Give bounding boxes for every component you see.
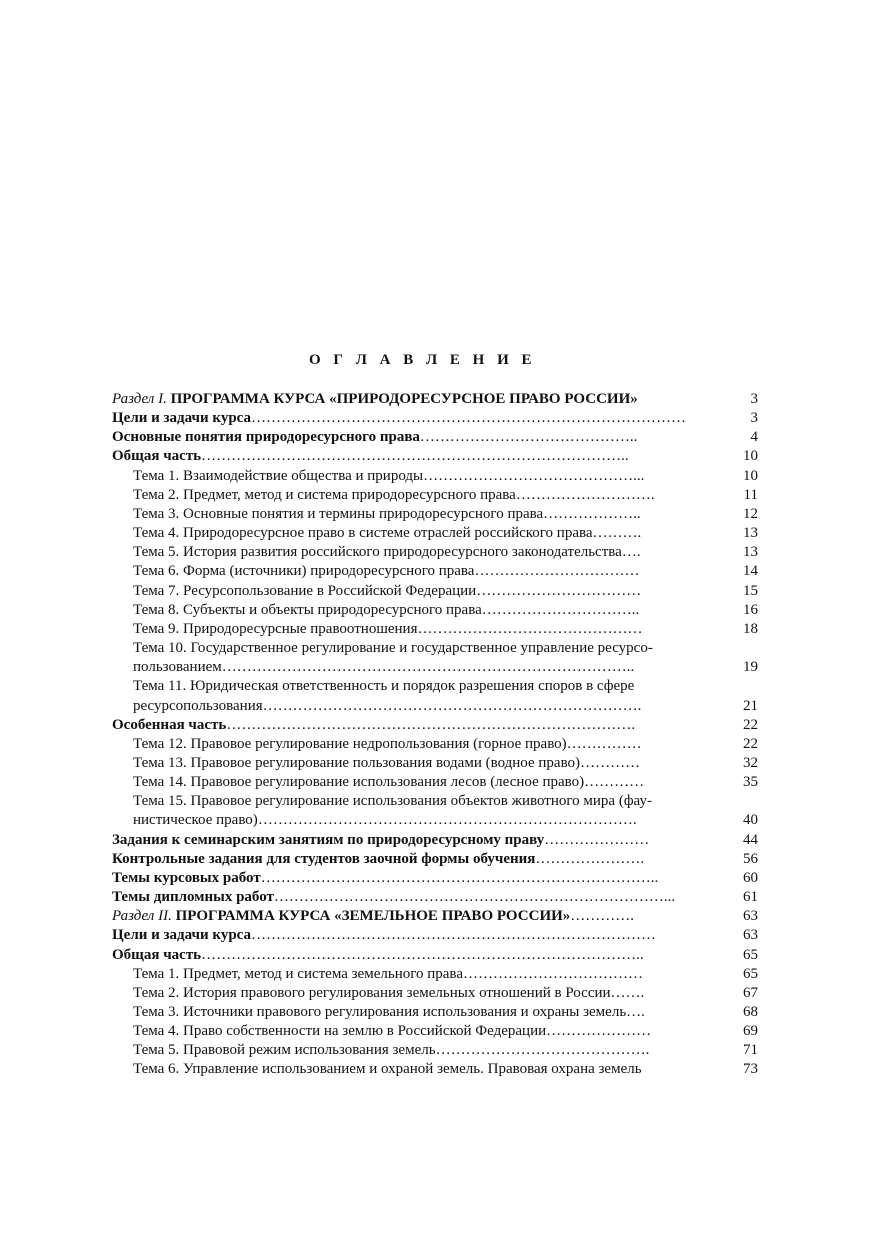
toc-entry[interactable]: [112, 831, 762, 850]
page-number: 10: [743, 448, 758, 465]
entry-text: [133, 1041, 720, 1060]
page-number: 40: [743, 812, 758, 829]
toc-entry[interactable]: [112, 754, 762, 773]
leader-dots: …………………………………………………………………………..: [201, 448, 629, 465]
entry-text: [133, 601, 720, 620]
entry-title: Общая часть: [112, 448, 202, 465]
entry-title: Тема 5. История развития российского природоресурсного законодательства: [133, 544, 622, 561]
toc-entry[interactable]: [112, 562, 762, 581]
entry-text: [133, 543, 720, 562]
page-number: 13: [743, 544, 758, 561]
entry-title: Тема 1. Предмет, метод и система земельного права: [133, 965, 463, 982]
entry-text: [112, 907, 720, 926]
entry-title: Тема 4. Природоресурсное право в системе отраслей российского права: [133, 525, 593, 542]
entry-title: Тема 6. Управление использованием и охраной земель. Правовая охрана земель: [133, 1061, 642, 1078]
entry-text: [112, 869, 720, 888]
leader-dots: ……………………………………………………………………...: [273, 889, 676, 906]
toc-entry[interactable]: [112, 486, 762, 505]
entry-title: Цели и задачи курса: [112, 410, 252, 427]
leader-dots: ……….: [592, 525, 642, 542]
page-number: 4: [750, 429, 758, 446]
leader-dots: ………………………………………………………………….: [262, 697, 642, 714]
toc-entry[interactable]: [112, 428, 762, 447]
page-number: 15: [743, 582, 758, 599]
toc-entry-continuation: [112, 811, 762, 830]
page-number: 10: [743, 467, 758, 484]
page-number: 63: [743, 927, 758, 944]
toc-entry[interactable]: [112, 467, 762, 486]
leader-dots: ……………………………: [476, 582, 642, 599]
entry-title: Тема 2. История правового регулирования земельных отношений в России: [133, 984, 611, 1001]
leader-dots: ……………: [566, 735, 642, 752]
toc-entry[interactable]: [112, 1060, 762, 1079]
page-number: 67: [743, 984, 758, 1001]
entry-title: Задания к семинарским занятиям по природоресурсному праву: [112, 831, 545, 848]
entry-text: [133, 697, 720, 716]
toc-entry[interactable]: [112, 792, 762, 811]
toc-entry[interactable]: [112, 390, 762, 409]
entry-title: Тема 14. Правовое регулирование использования лесов (лесное право): [133, 774, 585, 791]
page-number: 3: [750, 410, 758, 427]
entry-title: ПРОГРАММА КУРСА «ПРИРОДОРЕСУРСНОЕ ПРАВО РОССИИ»: [166, 391, 638, 407]
entry-title: ПРОГРАММА КУРСА «ЗЕМЕЛЬНОЕ ПРАВО РОССИИ»: [171, 908, 571, 925]
toc-entry[interactable]: [112, 447, 762, 466]
page-number: 73: [743, 1061, 758, 1078]
page-number: 3: [750, 391, 758, 407]
leader-dots: …………: [584, 774, 645, 791]
page-number: 11: [743, 486, 758, 503]
page-number: 65: [743, 946, 758, 963]
leader-dots: ………………..: [543, 505, 641, 522]
leader-dots: ………………………………………………………………………: [251, 927, 657, 944]
entry-text: [133, 639, 720, 658]
entry-title: Тема 9. Природоресурсные правоотношения: [133, 620, 418, 637]
entry-text: [133, 524, 720, 543]
leader-dots: ………………….: [535, 850, 645, 867]
toc-entry-continuation: [112, 658, 762, 677]
entry-text: [133, 620, 720, 639]
entry-title: Тема 12. Правовое регулирование недропользования (горное право): [133, 735, 567, 752]
toc-entry[interactable]: [112, 1022, 762, 1041]
page-number: 63: [743, 908, 758, 925]
entry-title: Общая часть: [112, 946, 202, 963]
entry-text: [133, 1022, 720, 1041]
leader-dots: …………………: [546, 1023, 652, 1040]
entry-text: [112, 409, 720, 428]
toc-entry[interactable]: [112, 409, 762, 428]
toc-entry-continuation: [112, 697, 762, 716]
leader-dots: …….: [610, 984, 645, 1001]
entry-text: [133, 754, 720, 773]
toc-title: О Г Л А В Л Е Н И Е: [309, 352, 536, 368]
entry-text: [133, 811, 720, 830]
toc-entry[interactable]: [112, 601, 762, 620]
entry-text: [112, 946, 720, 965]
entry-text: [133, 486, 720, 505]
toc-entry[interactable]: [112, 543, 762, 562]
entry-title: Тема 8. Субъекты и объекты природоресурсного права: [133, 601, 482, 618]
toc-entry[interactable]: [112, 926, 762, 945]
leader-dots: …………………: [544, 831, 650, 848]
table-of-contents: [112, 390, 762, 1080]
leader-dots: ……………………………………...: [423, 467, 645, 484]
page-number: 35: [743, 774, 758, 791]
entry-text: [133, 582, 720, 601]
leader-dots: ……………………………………..: [419, 429, 638, 446]
toc-entry[interactable]: [112, 505, 762, 524]
page-number: 16: [743, 601, 758, 618]
leader-dots: ………….: [570, 908, 635, 925]
entry-title: Основные понятия природоресурсного права: [112, 429, 420, 446]
toc-entry[interactable]: [112, 716, 762, 735]
toc-entry[interactable]: [112, 1003, 762, 1022]
entry-text: [133, 658, 720, 677]
page-number: 22: [743, 716, 758, 733]
toc-entry[interactable]: [112, 582, 762, 601]
page-number: 32: [743, 754, 758, 771]
leader-dots: ……………………………………………………………………………..: [201, 946, 644, 963]
page-number: 60: [743, 869, 758, 886]
entry-title: Тема 2. Предмет, метод и система природоресурсного права: [133, 486, 516, 503]
toc-entry[interactable]: [112, 965, 762, 984]
toc-entry[interactable]: [112, 620, 762, 639]
page-number: 21: [743, 697, 758, 714]
entry-text: [133, 984, 720, 1003]
page-number: 61: [743, 889, 758, 906]
entry-text: [112, 888, 720, 907]
leader-dots: ……………………………………………………………………..: [260, 869, 659, 886]
entry-title: Тема 13. Правовое регулирование пользования водами (водное право): [133, 754, 581, 771]
page-number: 14: [743, 563, 758, 580]
entry-text: [112, 850, 720, 869]
page-number: 12: [743, 505, 758, 522]
page-number: 68: [743, 1004, 758, 1020]
toc-entry[interactable]: [112, 524, 762, 543]
entry-title: Темы дипломных работ: [112, 889, 274, 906]
entry-text: [112, 831, 720, 850]
entry-title: Темы курсовых работ: [112, 869, 261, 886]
entry-text: [112, 390, 720, 409]
entry-title: Особенная часть: [112, 716, 227, 733]
toc-entry[interactable]: [112, 735, 762, 754]
toc-entry[interactable]: [112, 639, 762, 658]
leader-dots: ………………………………………: [417, 620, 643, 637]
entry-title: Тема 3. Источники правового регулирования использования и охраны земель: [133, 1004, 627, 1020]
toc-entry[interactable]: [112, 677, 762, 696]
entry-title: Тема 4. Право собственности на землю в Российской Федерации: [133, 1023, 547, 1040]
toc-entry[interactable]: [112, 850, 762, 869]
page-number: 69: [743, 1023, 758, 1040]
leader-dots: ………………………………………………………………….: [257, 812, 637, 829]
entry-title: Тема 7. Ресурсопользование в Российской Федерации: [133, 582, 477, 599]
entry-text: [112, 926, 720, 945]
entry-text: [112, 447, 720, 466]
page-number: 71: [743, 1042, 758, 1059]
page-number: 44: [743, 831, 758, 848]
toc-entry[interactable]: [112, 888, 762, 907]
entry-text: [133, 773, 720, 792]
toc-entry[interactable]: [112, 984, 762, 1003]
entry-title: Тема 15. Правовое регулирование использования объектов животного мира (фау-: [133, 793, 652, 810]
entry-title: Тема 11. Юридическая ответственность и порядок разрешения споров в сфере: [133, 678, 635, 695]
entry-title-cont: пользованием: [133, 659, 222, 676]
entry-text: [133, 505, 720, 524]
page-number: 22: [743, 735, 758, 752]
entry-text: [133, 792, 720, 811]
entry-text: [133, 562, 720, 581]
leader-dots: ………………………………: [462, 965, 643, 982]
section-prefix: Раздел II.: [112, 908, 172, 925]
page-number: 18: [743, 620, 758, 637]
entry-text: [133, 677, 720, 696]
leader-dots: ……………………………………………………………………………: [251, 410, 687, 427]
leader-dots: ….: [621, 544, 641, 561]
toc-entry[interactable]: [112, 869, 762, 888]
entry-text: [133, 1003, 720, 1022]
entry-title: Контрольные задания для студентов заочной формы обучения: [112, 850, 536, 867]
entry-title: Цели и задачи курса: [112, 927, 252, 944]
leader-dots: ……………………….: [515, 486, 655, 503]
entry-title: Тема 5. Правовой режим использования земель: [133, 1042, 436, 1059]
leader-dots: ……………………………: [474, 563, 640, 580]
leader-dots: ………………………………………………………………………..: [221, 659, 635, 676]
page-number: 56: [743, 850, 758, 867]
leader-dots: ….: [626, 1004, 645, 1020]
section-prefix: Раздел I.: [112, 391, 167, 407]
leader-dots: …………………………………….: [435, 1042, 650, 1059]
leader-dots: …………: [580, 754, 641, 771]
toc-entry[interactable]: [112, 946, 762, 965]
entry-title-cont: ресурсопользования: [133, 697, 263, 714]
entry-title: Тема 3. Основные понятия и термины природоресурсного права: [133, 505, 544, 522]
entry-text: [133, 1060, 720, 1079]
toc-entry[interactable]: [112, 907, 762, 926]
entry-text: [133, 467, 720, 486]
toc-entry[interactable]: [112, 1041, 762, 1060]
entry-title: Тема 10. Государственное регулирование и государственное управление ресурсо-: [133, 640, 653, 657]
entry-title: Тема 6. Форма (источники) природоресурсного права: [133, 563, 475, 580]
page-number: 13: [743, 525, 758, 542]
entry-text: [133, 965, 720, 984]
entry-text: [112, 428, 720, 447]
leader-dots: …………………………..: [481, 601, 640, 618]
entry-text: [133, 735, 720, 754]
leader-dots: ……………………………………………………………………….: [226, 716, 636, 733]
page-number: 65: [743, 965, 758, 982]
entry-text: [112, 716, 720, 735]
entry-title: Тема 1. Взаимодействие общества и природы: [133, 467, 424, 484]
page-number: 19: [743, 659, 758, 676]
toc-entry[interactable]: [112, 773, 762, 792]
entry-title-cont: нистическое право): [133, 812, 258, 829]
